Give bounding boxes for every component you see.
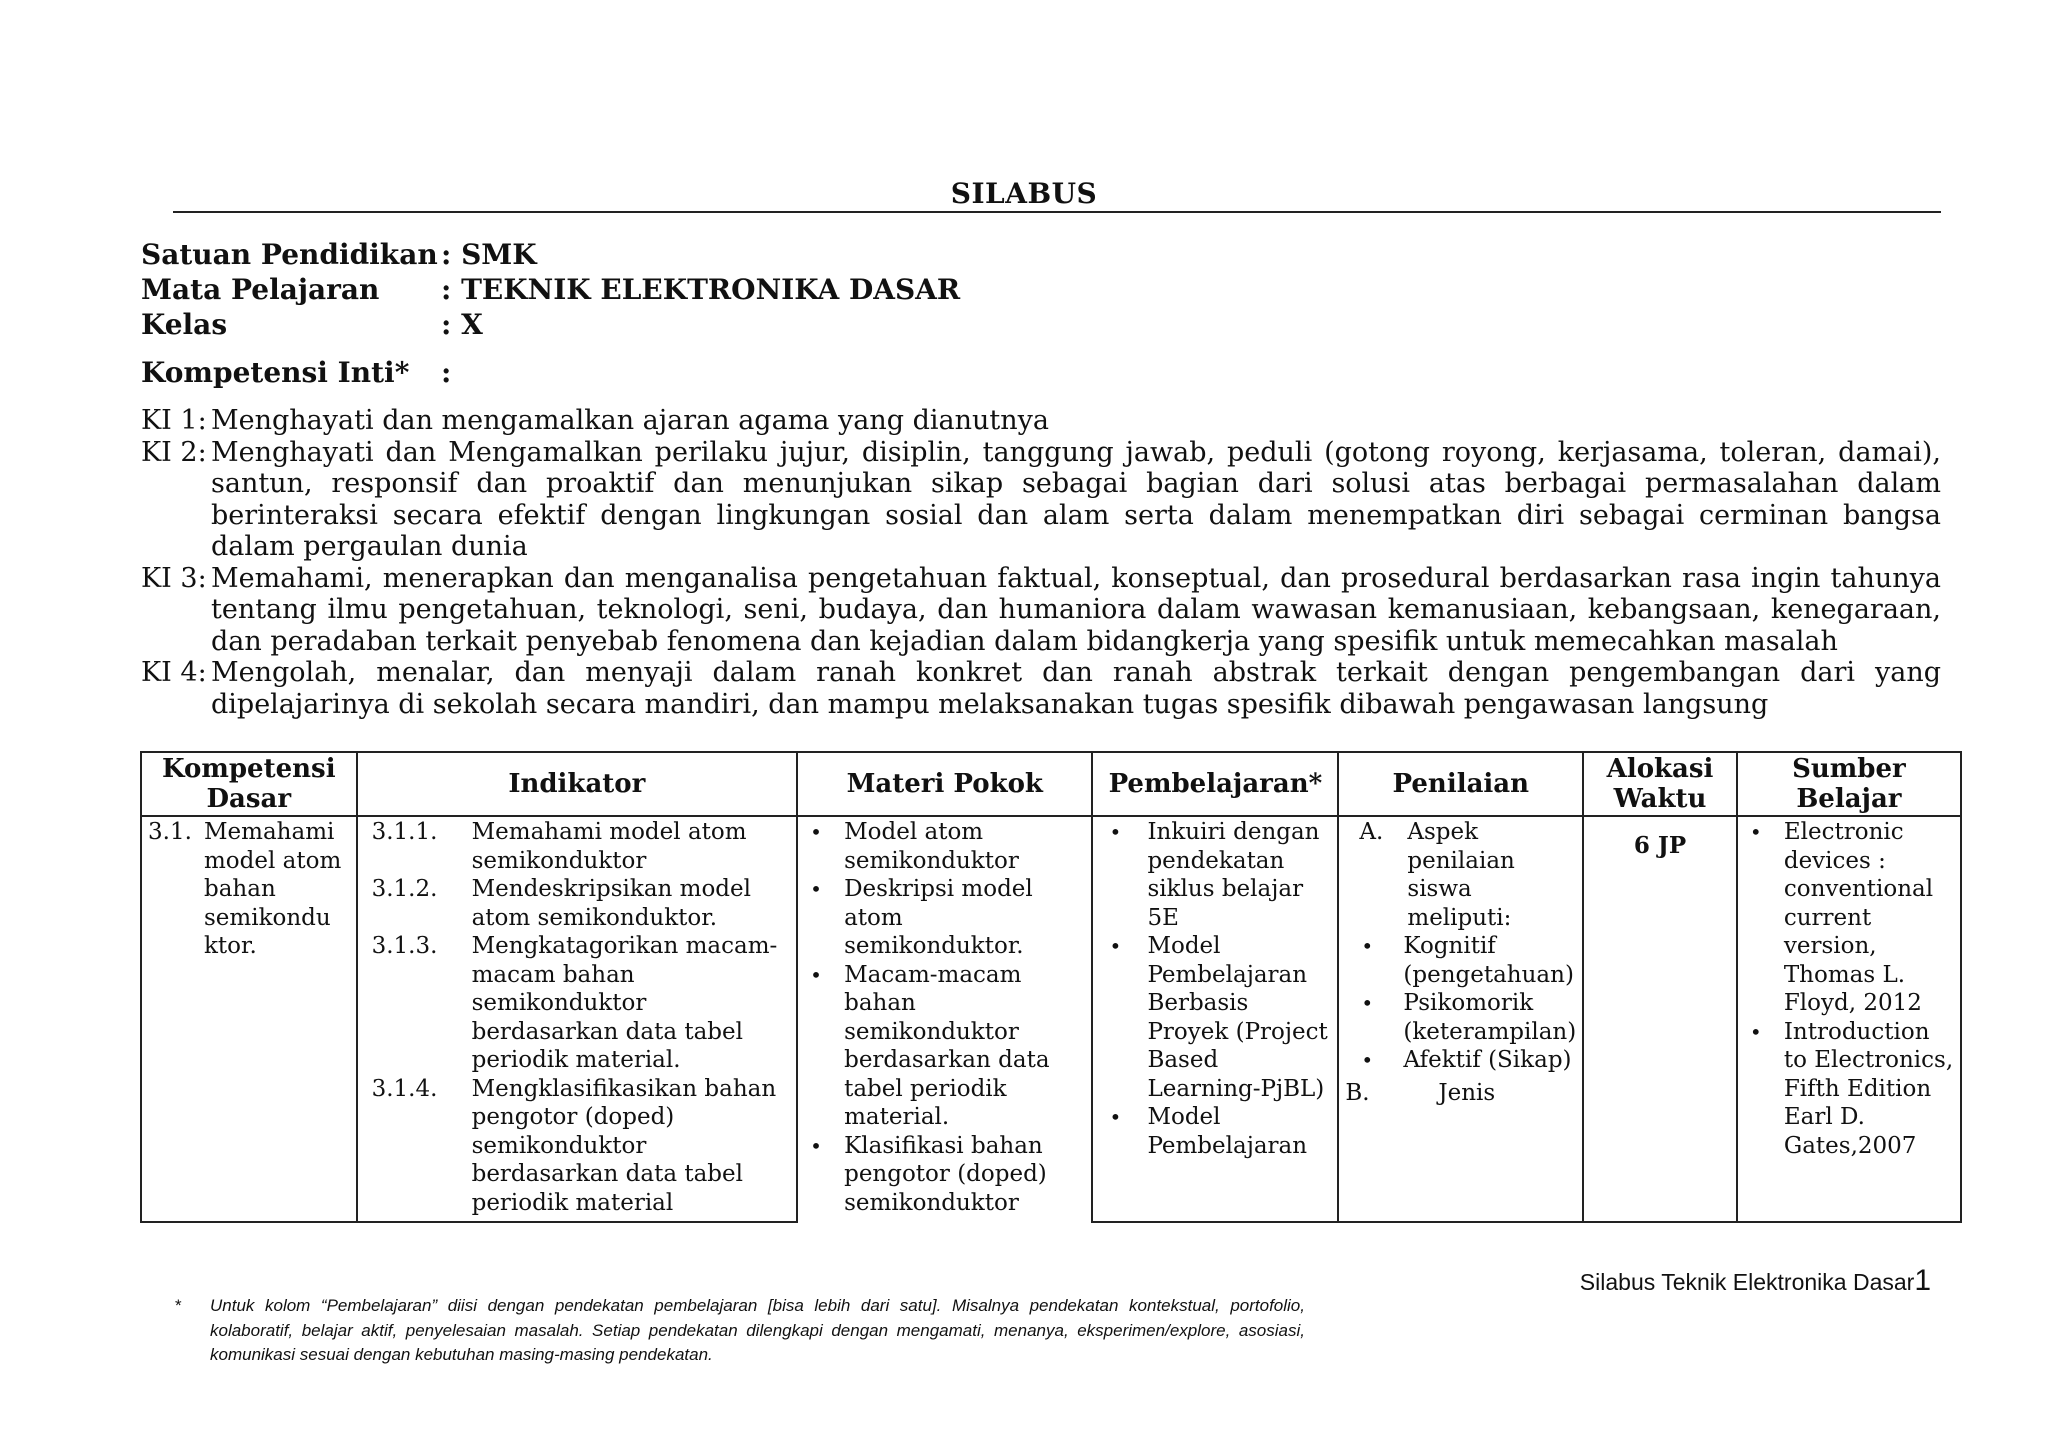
list-item: • Inkuiri dengan pendekatan siklus belajar 5E [1099, 818, 1331, 932]
cell-indikator [357, 816, 798, 1222]
footnote-text: Untuk kolom “Pembelajaran” diisi dengan pendekatan pembelajaran [bisa lebih dari satu]. Misalnya pendekatan kontekstual, portofolio, kolaboratif, belajar aktif, penyelesaian masalah. Setiap pendekatan dilengkapi dengan mengamati, menanya, eksperimen/explore, asosiasi, komunikasi sesuai dengan kebutuhan masing-masing pendekatan. [210, 1296, 1305, 1364]
ki-item [141, 405, 1941, 437]
list-item: • Psikomorik (keterampilan) [1345, 989, 1576, 1046]
ki-label: KI 4: [141, 657, 207, 688]
indikator-item [364, 932, 791, 1075]
kd-text: Memahami model atom bahan semikondu ktor. [204, 819, 342, 959]
ki-label: KI 3: [141, 562, 207, 594]
meta-row-satuan [141, 237, 960, 272]
pembelajaran-list [1099, 818, 1331, 1160]
cell-alokasi-waktu [1583, 816, 1737, 1222]
list-item: • Kognitif (pengetahuan) [1345, 932, 1576, 989]
list-item: • Model atom semikonduktor [804, 818, 1085, 875]
header-materi-pokok: Materi Pokok [797, 752, 1092, 816]
kd-item [148, 818, 350, 961]
list-item: • Model Pembelajaran Berbasis Proyek (Project Based Learning-PjBL) [1099, 932, 1331, 1103]
penilaian-a-label: A. [1359, 819, 1384, 845]
cell-penilaian [1338, 816, 1583, 1222]
indikator-text: Memahami model atom semikonduktor [471, 819, 747, 874]
ki-heading-colon: : [441, 356, 452, 389]
list-item: • Model Pembelajaran [1099, 1103, 1331, 1160]
indikator-item [364, 1075, 791, 1218]
list-item: • Deskripsi model atom semikonduktor. [804, 875, 1085, 961]
indikator-text: Mengkatagorikan macam-macam bahan semikonduktor berdasarkan data tabel periodik material. [471, 933, 778, 1073]
list-item: • Macam-macam bahan semikonduktor berdasarkan data tabel periodik material. [804, 961, 1085, 1132]
header-penilaian: Penilaian [1338, 752, 1583, 816]
materi-list [804, 818, 1085, 1217]
document-title: SILABUS [950, 177, 1098, 210]
penilaian-a-text: Aspek penilaian siswa meliputi: [1407, 819, 1515, 931]
penilaian-b-label: B. [1345, 1079, 1370, 1106]
kompetensi-inti-list [141, 405, 1941, 720]
kompetensi-inti-heading [141, 356, 451, 389]
list-item: • Afektif (Sikap) [1345, 1046, 1576, 1075]
footer-label: Silabus Teknik Elektronika Dasar [1579, 1269, 1915, 1295]
header-sumber-belajar: Sumber Belajar [1737, 752, 1961, 816]
page-number: 1 [1914, 1264, 1931, 1297]
page-footer [1580, 1264, 1931, 1298]
syllabus-table [140, 751, 1962, 1223]
indikator-number: 3.1.1. [371, 819, 438, 845]
indikator-number: 3.1.2. [371, 876, 438, 902]
cell-pembelajaran [1092, 816, 1338, 1222]
ki-text: Menghayati dan Mengamalkan perilaku jujur, disiplin, tanggung jawab, peduli (gotong royong, kerjasama, toleran, damai), santun, responsif dan proaktif dan menunjukan sikap sebagai bagian dari solusi atas berbagai permasalahan dalam berinteraksi secara efektif dengan lingkungan sosial dan alam serta dalam menempatkan diri sebagai cerminan bangsa dalam pergaulan dunia [211, 436, 1941, 562]
ki-item [141, 437, 1941, 563]
ki-label: KI 1: [141, 405, 207, 436]
kelas-value: : X [441, 308, 483, 341]
mapel-value: : TEKNIK ELEKTRONIKA DASAR [441, 273, 961, 306]
kelas-label: Kelas [141, 308, 228, 341]
header-kompetensi-dasar: Kompetensi Dasar [141, 752, 357, 816]
table-row [141, 816, 1961, 1222]
footnote [175, 1294, 1305, 1368]
indikator-text: Mendeskripsikan model atom semikonduktor. [471, 876, 751, 931]
ki-item [141, 657, 1941, 720]
footnote-mark: * [175, 1296, 182, 1315]
penilaian-jenis [1345, 1079, 1576, 1108]
list-item: • Introduction to Electronics, Fifth Edition Earl D. Gates,2007 [1744, 1018, 1954, 1161]
indikator-number: 3.1.4. [371, 1075, 438, 1102]
syllabus-meta [141, 237, 960, 342]
satuan-value: : SMK [441, 238, 537, 271]
penilaian-aspect-list [1345, 932, 1576, 1075]
cell-kompetensi-dasar [141, 816, 357, 1222]
satuan-label: Satuan Pendidikan [141, 238, 438, 271]
list-item: • Klasifikasi bahan pengotor (doped) semikonduktor [804, 1132, 1085, 1218]
header-alokasi-waktu: Alokasi Waktu [1583, 752, 1737, 816]
title-divider [173, 211, 1941, 213]
indikator-item [364, 875, 791, 932]
ki-text: Mengolah, menalar, dan menyaji dalam ranah konkret dan ranah abstrak terkait dengan pengembangan dari yang dipelajarinya di sekolah secara mandiri, dan mampu melaksanakan tugas spesifik dibawah pengawasan langsung [211, 657, 1941, 720]
indikator-item [364, 818, 791, 875]
table-header-row [141, 752, 1961, 816]
meta-row-kelas [141, 307, 960, 342]
cell-materi-pokok [797, 816, 1092, 1222]
indikator-text: Mengklasifikasikan bahan pengotor (doped) semikonduktor berdasarkan data tabel periodik material [471, 1075, 777, 1216]
ki-text: Menghayati dan mengamalkan ajaran agama yang dianutnya [211, 405, 1049, 436]
alokasi-value: 6 JP [1633, 832, 1687, 859]
ki-label: KI 2: [141, 436, 207, 468]
penilaian-b-text: Jenis [1438, 1079, 1496, 1106]
mapel-label: Mata Pelajaran [141, 273, 380, 306]
indikator-number: 3.1.3. [371, 933, 438, 959]
penilaian-aspek [1345, 818, 1576, 932]
kd-number: 3.1. [148, 819, 192, 845]
ki-item [141, 563, 1941, 658]
meta-row-mapel [141, 272, 960, 307]
cell-sumber-belajar [1737, 816, 1961, 1222]
sumber-list [1744, 818, 1954, 1160]
header-pembelajaran: Pembelajaran* [1092, 752, 1338, 816]
ki-text: Memahami, menerapkan dan menganalisa pengetahuan faktual, konseptual, dan prosedural berdasarkan rasa ingin tahunya tentang ilmu pengetahuan, teknologi, seni, budaya, dan humaniora dalam wawasan kemanusiaan, kebangsaan, kenegaraan, dan peradaban terkait penyebab fenomena dan kejadian dalam bidangkerja yang spesifik untuk memecahkan masalah [211, 562, 1941, 657]
ki-heading-label: Kompetensi Inti* [141, 356, 410, 389]
list-item: • Electronic devices : conventional current version, Thomas L. Floyd, 2012 [1744, 818, 1954, 1018]
header-indikator: Indikator [357, 752, 798, 816]
